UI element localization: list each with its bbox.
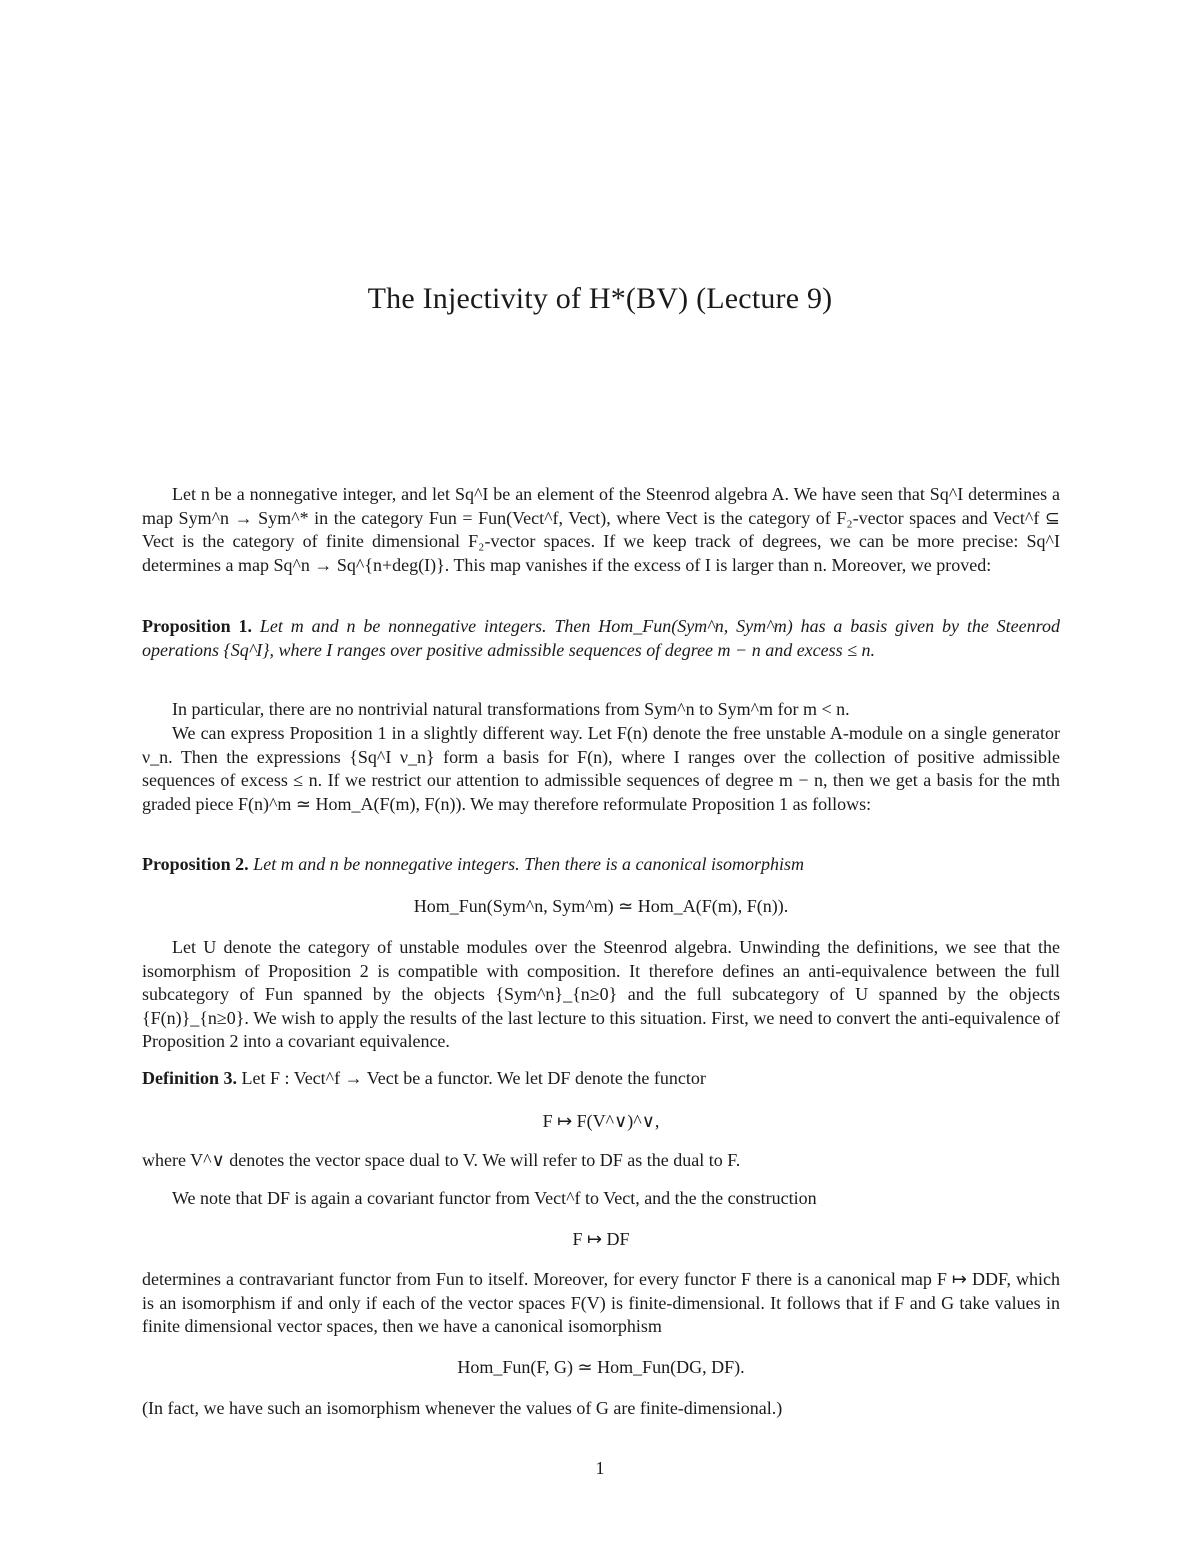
definition-3-label: Definition 3. [142,1068,238,1088]
proposition-1 [142,615,1060,662]
definition-3-text: Let F : Vect^f → Vect be a functor. We let DF denote the functor [241,1068,706,1088]
definition-3-after-text: where V^∨ denotes the vector space dual to V. We will refer to DF as the dual to F. [142,1150,741,1170]
proposition-2 [142,853,1060,877]
fact-paragraph [142,1397,1060,1421]
determines-text: determines a contravariant functor from Fun to itself. Moreover, for every functor F there is a canonical map F ↦ DDF, which is an isomorphism if and only if each of the vector spaces F(V) is finite-dimensional. It follows that if F and G take values in finite dimensional vector spaces, then we have a canonical isomorphism [142,1269,1060,1336]
definition-3-display [142,1110,1060,1134]
proposition-2-display [142,895,1060,919]
let-u-paragraph [142,936,1060,1054]
intro-text: Let n be a nonnegative integer, and let Sq^I be an element of the Steenrod algebra A. We have seen that Sq^I determines a map Sym^n → Sym^* in the category Fun = Fun(Vect^f, Vect), where Vect is the category of F₂-vector spaces and Vect^f ⊆ Vect is the category of finite dimensional F₂-vector spaces. If we keep track of degrees, we can be more precise: Sq^I determines a map Sq^n → Sq^{n+deg(I)}. This map vanishes if the excess of I is larger than n. Moreover, we proved: [142,484,1060,575]
proposition-1-text: Let m and n be nonnegative integers. Then Hom_Fun(Sym^n, Sym^m) has a basis given by the Steenrod operations {Sq^I}, where I ranges over positive admissible sequences of degree m − n and excess ≤ n. [142,616,1060,660]
express-text: We can express Proposition 1 in a slightly different way. Let F(n) denote the free unstable A-module on a single generator ν_n. Then the expressions {Sq^I ν_n} form a basis for F(n), where I ranges over the collection of positive admissible sequences of excess ≤ n. If we restrict our attention to admissible sequences of degree m − n, then we get a basis for the mth graded piece F(n)^m ≃ Hom_A(F(m), F(n)). We may therefore reformulate Proposition 1 as follows: [142,723,1060,814]
fdf-equation: F ↦ DF [572,1229,630,1249]
fdf-display [142,1228,1060,1252]
hom-equation: Hom_Fun(F, G) ≃ Hom_Fun(DG, DF). [457,1357,745,1377]
hom-display [142,1356,1060,1380]
particular-text: In particular, there are no nontrivial natural transformations from Sym^n to Sym^m for m < n. [172,699,850,719]
page-number: 1 [595,1458,605,1478]
proposition-2-text: Let m and n be nonnegative integers. Then there is a canonical isomorphism [253,854,804,874]
determines-paragraph [142,1268,1060,1339]
page-title: The Injectivity of H*(BV) (Lecture 9) [367,282,833,315]
fact-text: (In fact, we have such an isomorphism whenever the values of G are finite-dimensional.) [142,1398,783,1418]
definition-3 [142,1067,1060,1091]
definition-3-after [142,1149,1060,1173]
note-paragraph [142,1187,1060,1211]
note-text: We note that DF is again a covariant functor from Vect^f to Vect, and the the construction [172,1188,817,1208]
express-paragraph [142,722,1060,816]
intro-paragraph [142,483,1060,577]
proposition-2-equation: Hom_Fun(Sym^n, Sym^m) ≃ Hom_A(F(m), F(n)). [413,896,789,916]
proposition-2-label: Proposition 2. [142,854,249,874]
particular-paragraph [142,698,1060,722]
let-u-text: Let U denote the category of unstable modules over the Steenrod algebra. Unwinding the definitions, we see that the isomorphism of Proposition 2 is compatible with composition. It therefore defines an anti-equivalence between the full subcategory of Fun spanned by the objects {Sym^n}_{n≥0} and the full subcategory of U spanned by the objects {F(n)}_{n≥0}. We wish to apply the results of the last lecture to this situation. First, we need to convert the anti-equivalence of Proposition 2 into a covariant equivalence. [142,937,1060,1051]
definition-3-equation: F ↦ F(V^∨)^∨, [542,1111,660,1131]
proposition-1-label: Proposition 1. [142,616,253,636]
